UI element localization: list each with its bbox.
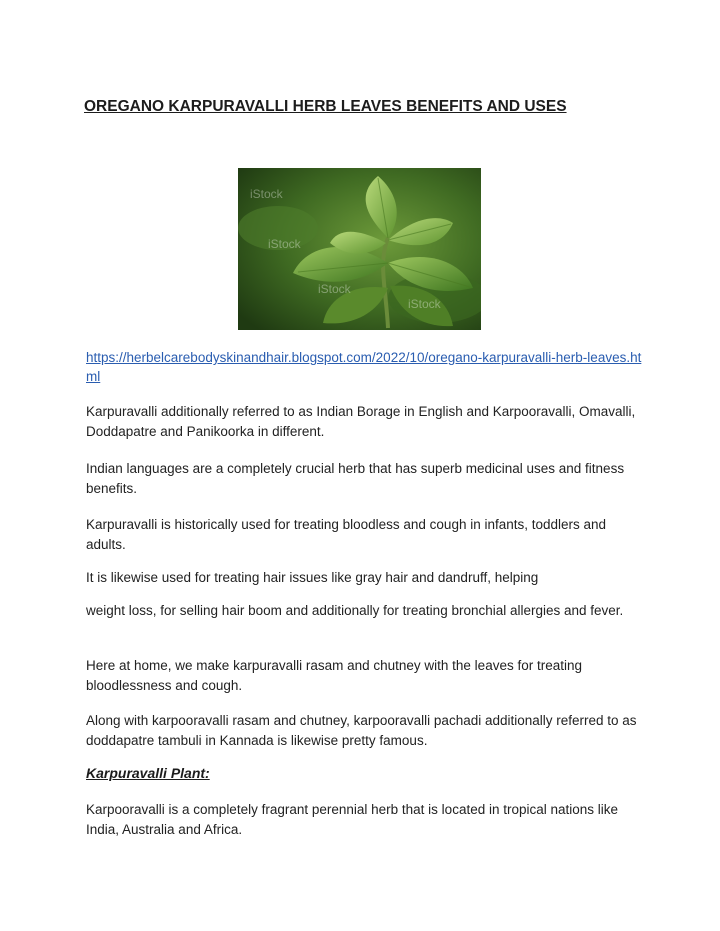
paragraph: Here at home, we make karpuravalli rasam and chutney with the leaves for treating bloodlessness and cough. <box>86 658 582 693</box>
paragraph: Karpuravalli is historically used for treating bloodless and cough in infants, toddlers and adults. <box>86 517 607 552</box>
paragraph: Karpuravalli additionally referred to as Indian Borage in English and Karpooravalli, Omavalli, Doddapatre and Panikoorka in different. <box>86 404 636 439</box>
section-heading: Karpuravalli Plant: <box>86 765 210 781</box>
document-title: OREGANO KARPURAVALLI HERB LEAVES BENEFITS AND USES <box>84 98 567 115</box>
paragraph: Indian languages are a completely crucial herb that has superb medicinal uses and fitness benefits. <box>86 461 625 496</box>
oregano-leaves-photo <box>238 168 481 330</box>
paragraph: Along with karpooravalli rasam and chutney, karpooravalli pachadi additionally referred to as doddapatre tambuli in Kannada is likewise pretty famous. <box>86 713 637 748</box>
svg-text:iStock: iStock <box>408 297 441 311</box>
paragraph: Karpooravalli is a completely fragrant perennial herb that is located in tropical nations like India, Australia and Africa. <box>86 802 619 837</box>
svg-text:iStock: iStock <box>250 187 283 201</box>
source-link[interactable]: https://herbelcarebodyskinandhair.blogspot.com/2022/10/oregano-karpuravalli-herb-leaves.html <box>86 350 642 384</box>
paragraph: weight loss, for selling hair boom and additionally for treating bronchial allergies and fever. <box>86 603 624 618</box>
svg-text:iStock: iStock <box>268 237 301 251</box>
paragraph: It is likewise used for treating hair issues like gray hair and dandruff, helping <box>86 570 539 585</box>
svg-text:iStock: iStock <box>318 282 351 296</box>
